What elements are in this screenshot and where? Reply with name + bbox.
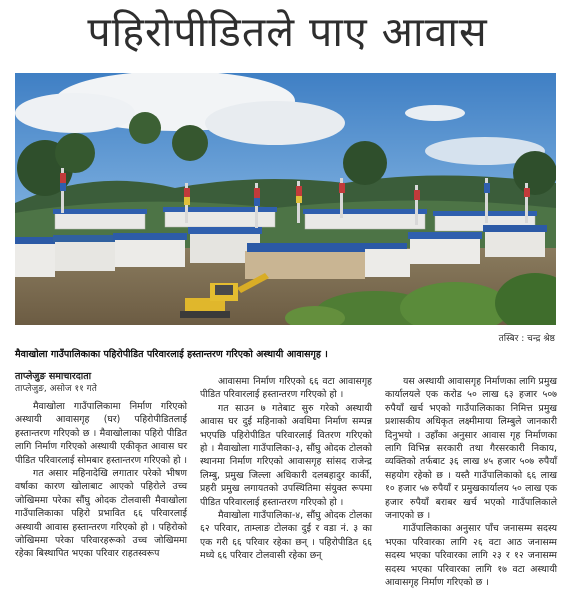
camp-illustration <box>15 73 556 325</box>
paragraph: आवासमा निर्माण गरिएको ६६ वटा आवासगृह पीडित परिवारलाई हस्तान्तरण गरिएको हो । <box>200 376 372 401</box>
paragraph: गत असार महिनादेखि लगातार परेको भीषण वर्षाका कारण खोलाबाट आएको पहिरोले उच्च जोखिममा परेका सौंघु ओदक टोलवासी मैवाखोला गाउँपालिकाका पहिरो प्रभावित ६६ परिवारलाई अस्थायी आवास हस्तान्तरण गरिएको हो । पहिरोको जोखिममा परेका परिवारहरूको उच्च जोखिममा रहेका बिस्थापित भएका परिवार राहतस्वरूप <box>15 468 187 560</box>
article-column-2 <box>200 375 372 563</box>
paragraph: मैवाखोला गाउँपालिकामा निर्माण गरिएको अस्थायी आवासगृह (घर) पहिरोपीडितलाई हस्तान्तरण गरिएको छ । मैवाखोलाका पहिरो पीडित लागि निर्माण गरिएको अस्थायी एकीकृत आवास घर पीडित परिवारलाई सोमबार हस्तान्तरण गरिएको हो । <box>15 401 187 466</box>
paragraph: मैवाखोला गाउँपालिका-४, सौंघु ओदक टोलका ६२ परिवार, ताम्लाङ टोलका दुई र वडा नं. ३ का एक गरी ६६ परिवार रहेका छन् । पहिरोपीडित ६६ मध्ये ६६ परिवार टोलवासी रहेका छन् <box>200 510 372 562</box>
news-photo <box>15 73 556 325</box>
article-column-3 <box>385 375 557 590</box>
article-column-1 <box>15 370 187 561</box>
byline: ताप्लेजुङ समाचारदाता <box>15 371 92 382</box>
photo-credit: तस्बिर : चन्द्र श्रेष्ठ <box>498 334 555 344</box>
paragraph: गाउँपालिकाका अनुसार पाँच जनासम्म सदस्य भएका परिवारका लागि २६ वटा आठ जनासम्म सदस्य भएका परिवारका लागि २३ र १२ जनासम्म सदस्य भएका परिवारका लागि १७ वटा अस्थायी आवासगृह निर्माण गरिएको छ । <box>385 523 557 589</box>
paragraph: गत साउन ७ गतेबाट सुरु गरेको अस्थायी आवास घर दुई महिनाको अवधिमा निर्माण सम्पन्न भएपछि पहिरोपीडित परिवारलाई वितरण गरिएको हो । मैवाखोला गाउँपालिका-३, सौंघु ओदक टोलको स्थानमा निर्माण गरिएको आवासगृह सांसद राजेन्द्र लिम्बु, प्रमुख जिल्ला अधिकारी दलबहादुर कार्की, प्रहरी प्रमुख लगायतको उपस्थितिमा संयुक्त रूपमा पीडित परिवारलाई हस्तान्तरण गरिएको हो । <box>200 402 372 508</box>
paragraph: यस अस्थायी आवासगृह निर्माणका लागि प्रमुख कार्यालयले एक करोड ५० लाख ६३ हजार ५०७ रुपैयाँ खर्च भएको गाउँपालिकाका निमित्त प्रमुख प्रशासकीय अधिकृत लक्ष्मीमाया लिम्बुले जानकारी दिनुभयो । उहाँका अनुसार आवास गृह निर्माणका लागि विभिन्न सरकारी तथा गैरसरकारी निकाय, व्यक्तिको तर्फबाट ३६ लाख ४५ हजार ५०७ रुपैयाँ सहयोग रहेको छ । यस्तै गाउँपालिकाको ६६ लाख १० हजार ५७ रुपैयाँ र प्रमुखकार्यालय ५० लाख एक हजार रुपैयाँ बराबर खर्च भएको गाउँपालिकाले जनाएको छ । <box>385 376 557 522</box>
photo-caption: मैवाखोला गाउँपालिकाका पहिरोपीडित परिवारलाई हस्तान्तरण गरिएको अस्थायी आवासगृह । <box>15 349 328 360</box>
dateline: ताप्लेजुङ, असोज ११ गते <box>15 384 97 394</box>
headline: पहिरोपीडितले पाए आवास <box>87 8 488 56</box>
